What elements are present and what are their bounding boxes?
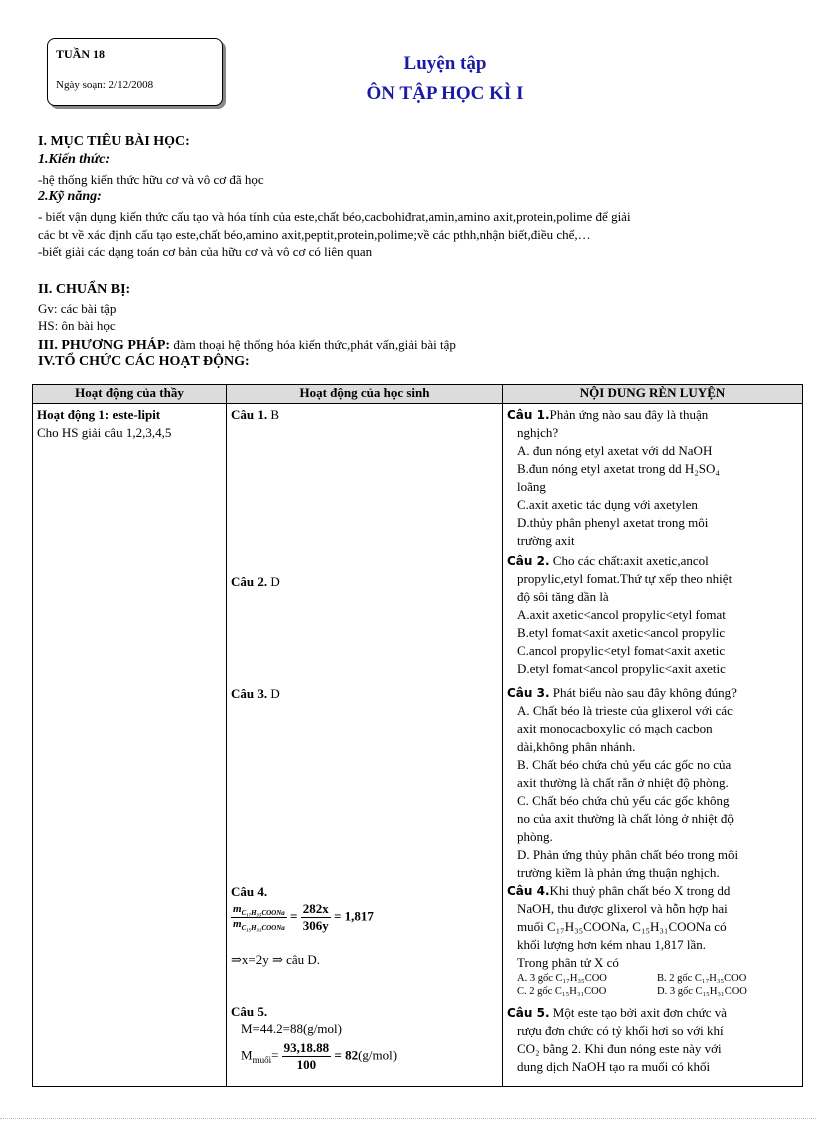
question-1: Câu 1.Phản ứng nào sau đây là thuận nghịch? A. đun nóng etyl axetat với dd NaOH B.đun nóng etyl axetat trong dd H₂SO₄ loãng C.axit axetic tác dụng với axetylen D.thủy phân phenyl axetat trong môi trường axit — [507, 407, 720, 548]
student-column — [227, 404, 503, 1087]
student-molar-mass: M=44.2=88(g/mol) — [241, 1021, 342, 1036]
page-divider — [0, 1118, 816, 1119]
student-formula-5: $M_{muối}=$ $\frac{93,18.88}{100}$ = 82(g/mol) — [241, 1040, 398, 1072]
week-label: TUẦN 18 — [56, 47, 106, 61]
section-activities: IV.TỔ CHỨC CÁC HOẠT ĐỘNG: — [38, 354, 250, 369]
student-answer-1: Câu 1. B — [231, 407, 280, 422]
header-student: Hoạt động của học sinh — [227, 385, 503, 404]
student-answer-4: Câu 4. — [231, 884, 268, 899]
question-3: Câu 3. Phát biểu nào sau đây không đúng? A. Chất béo là trieste của glixerol với các axit monocacboxylic có mạch cacbon dài,không phân nhánh. B. Chất béo chứa chủ yếu các gốc no của axit thường là chất rắn ở nhiệt độ phòng. C. Chất béo chứa chủ yếu các gốc không no của axit thường là chất lỏng ở nhiệt độ phòng. D. Phản ứng thủy phân chất béo trong môi trường kiềm là phản ứng thuận nghịch. — [507, 685, 739, 880]
question-5: Câu 5. Một este tạo bởi axit đơn chức và rượu đơn chức có tỷ khối hơi so với khí CO₂ bằng 2. Khi đun nóng este này với dung dịch NaOH tạo ra muối có khối — [507, 1005, 728, 1074]
header-content: NỘI DUNG RÈN LUYỆN — [503, 385, 803, 404]
section-method — [38, 337, 456, 354]
student-answer-2: Câu 2. D — [231, 574, 280, 589]
skills-heading: 2.Kỹ năng: — [38, 189, 102, 204]
content-column — [503, 404, 803, 1087]
skills-text-3: -biết giải các dạng toán cơ bản của hữu cơ và vô cơ có liên quan — [38, 244, 373, 259]
skills-text-2: các bt về xác định cấu tạo este,chất béo,amino axit,peptit,protein,polime;về các pthh,nhận biết,điều chế,… — [38, 227, 591, 242]
question-2: Câu 2. Cho các chất:axit axetic,ancol propylic,etyl fomat.Thứ tự xếp theo nhiệt độ sôi tăng dần là A.axit axetic<ancol propylic<etyl fomat B.etyl fomat<axit axetic<ancol propylic C.ancol propylic<etyl fomat<axit axetic D.etyl fomat<ancol propylic<axit axetic — [507, 553, 733, 676]
prep-student: HS: ôn bài học — [38, 318, 116, 333]
method-heading: III. PHƯƠNG PHÁP: — [38, 338, 171, 353]
prep-teacher: Gv: các bài tập — [38, 301, 117, 316]
student-formula-4: $\frac{m_{C_{17}H_{35}COONa}}{m_{C_{15}H_{31}COONa}}$ = $\frac{282x}{306y}$ = 1,817 — [233, 901, 374, 933]
knowledge-text: -hệ thống kiến thức hữu cơ và vô cơ đã học — [38, 172, 264, 187]
method-text: đàm thoại hệ thống hóa kiến thức,phát vấn,giải bài tập — [170, 337, 456, 352]
header-teacher: Hoạt động của thầy — [33, 385, 227, 404]
lesson-title: Luyện tập — [403, 53, 487, 74]
section-objectives: I. MỤC TIÊU BÀI HỌC: — [38, 134, 190, 149]
activity-table — [32, 384, 803, 1087]
question-4: Câu 4.Khi thuỷ phân chất béo X trong dd NaOH, thu được glixerol và hỗn hợp hai muối C₁₇H₃₅COONa, C₁₅H₃₁COONa có khối lượng hơn kém nhau 1,817 lần. Trong phân tử X có A. 3 gốc C₁₇H₃₅COO B. 2 gốc C₁₇H₃₅COO C. 2 gốc C₁₅H₃₁COO D. 3 gốc C₁₅H₃₁COO — [507, 883, 747, 997]
activity-title: Hoạt động 1: este-lipit — [37, 407, 161, 422]
skills-text-1: - biết vận dụng kiến thức cấu tạo và hóa tính của este,chất béo,cacbohiđrat,amin,amino axit,protein,polime để giải — [38, 209, 631, 224]
info-box — [47, 38, 223, 106]
prep-date: Ngày soạn: 2/12/2008 — [56, 79, 154, 91]
knowledge-heading: 1.Kiến thức: — [38, 152, 111, 167]
activity-task: Cho HS giải câu 1,2,3,4,5 — [37, 425, 172, 440]
student-answer-3: Câu 3. D — [231, 686, 280, 701]
student-conclusion-4: ⇒x=2y ⇒ câu D. — [231, 952, 321, 967]
section-preparation: II. CHUẨN BỊ: — [38, 282, 131, 297]
teacher-column — [33, 404, 227, 1087]
student-answer-5: Câu 5. — [231, 1004, 268, 1019]
lesson-subtitle: ÔN TẬP HỌC KÌ I — [366, 83, 524, 104]
